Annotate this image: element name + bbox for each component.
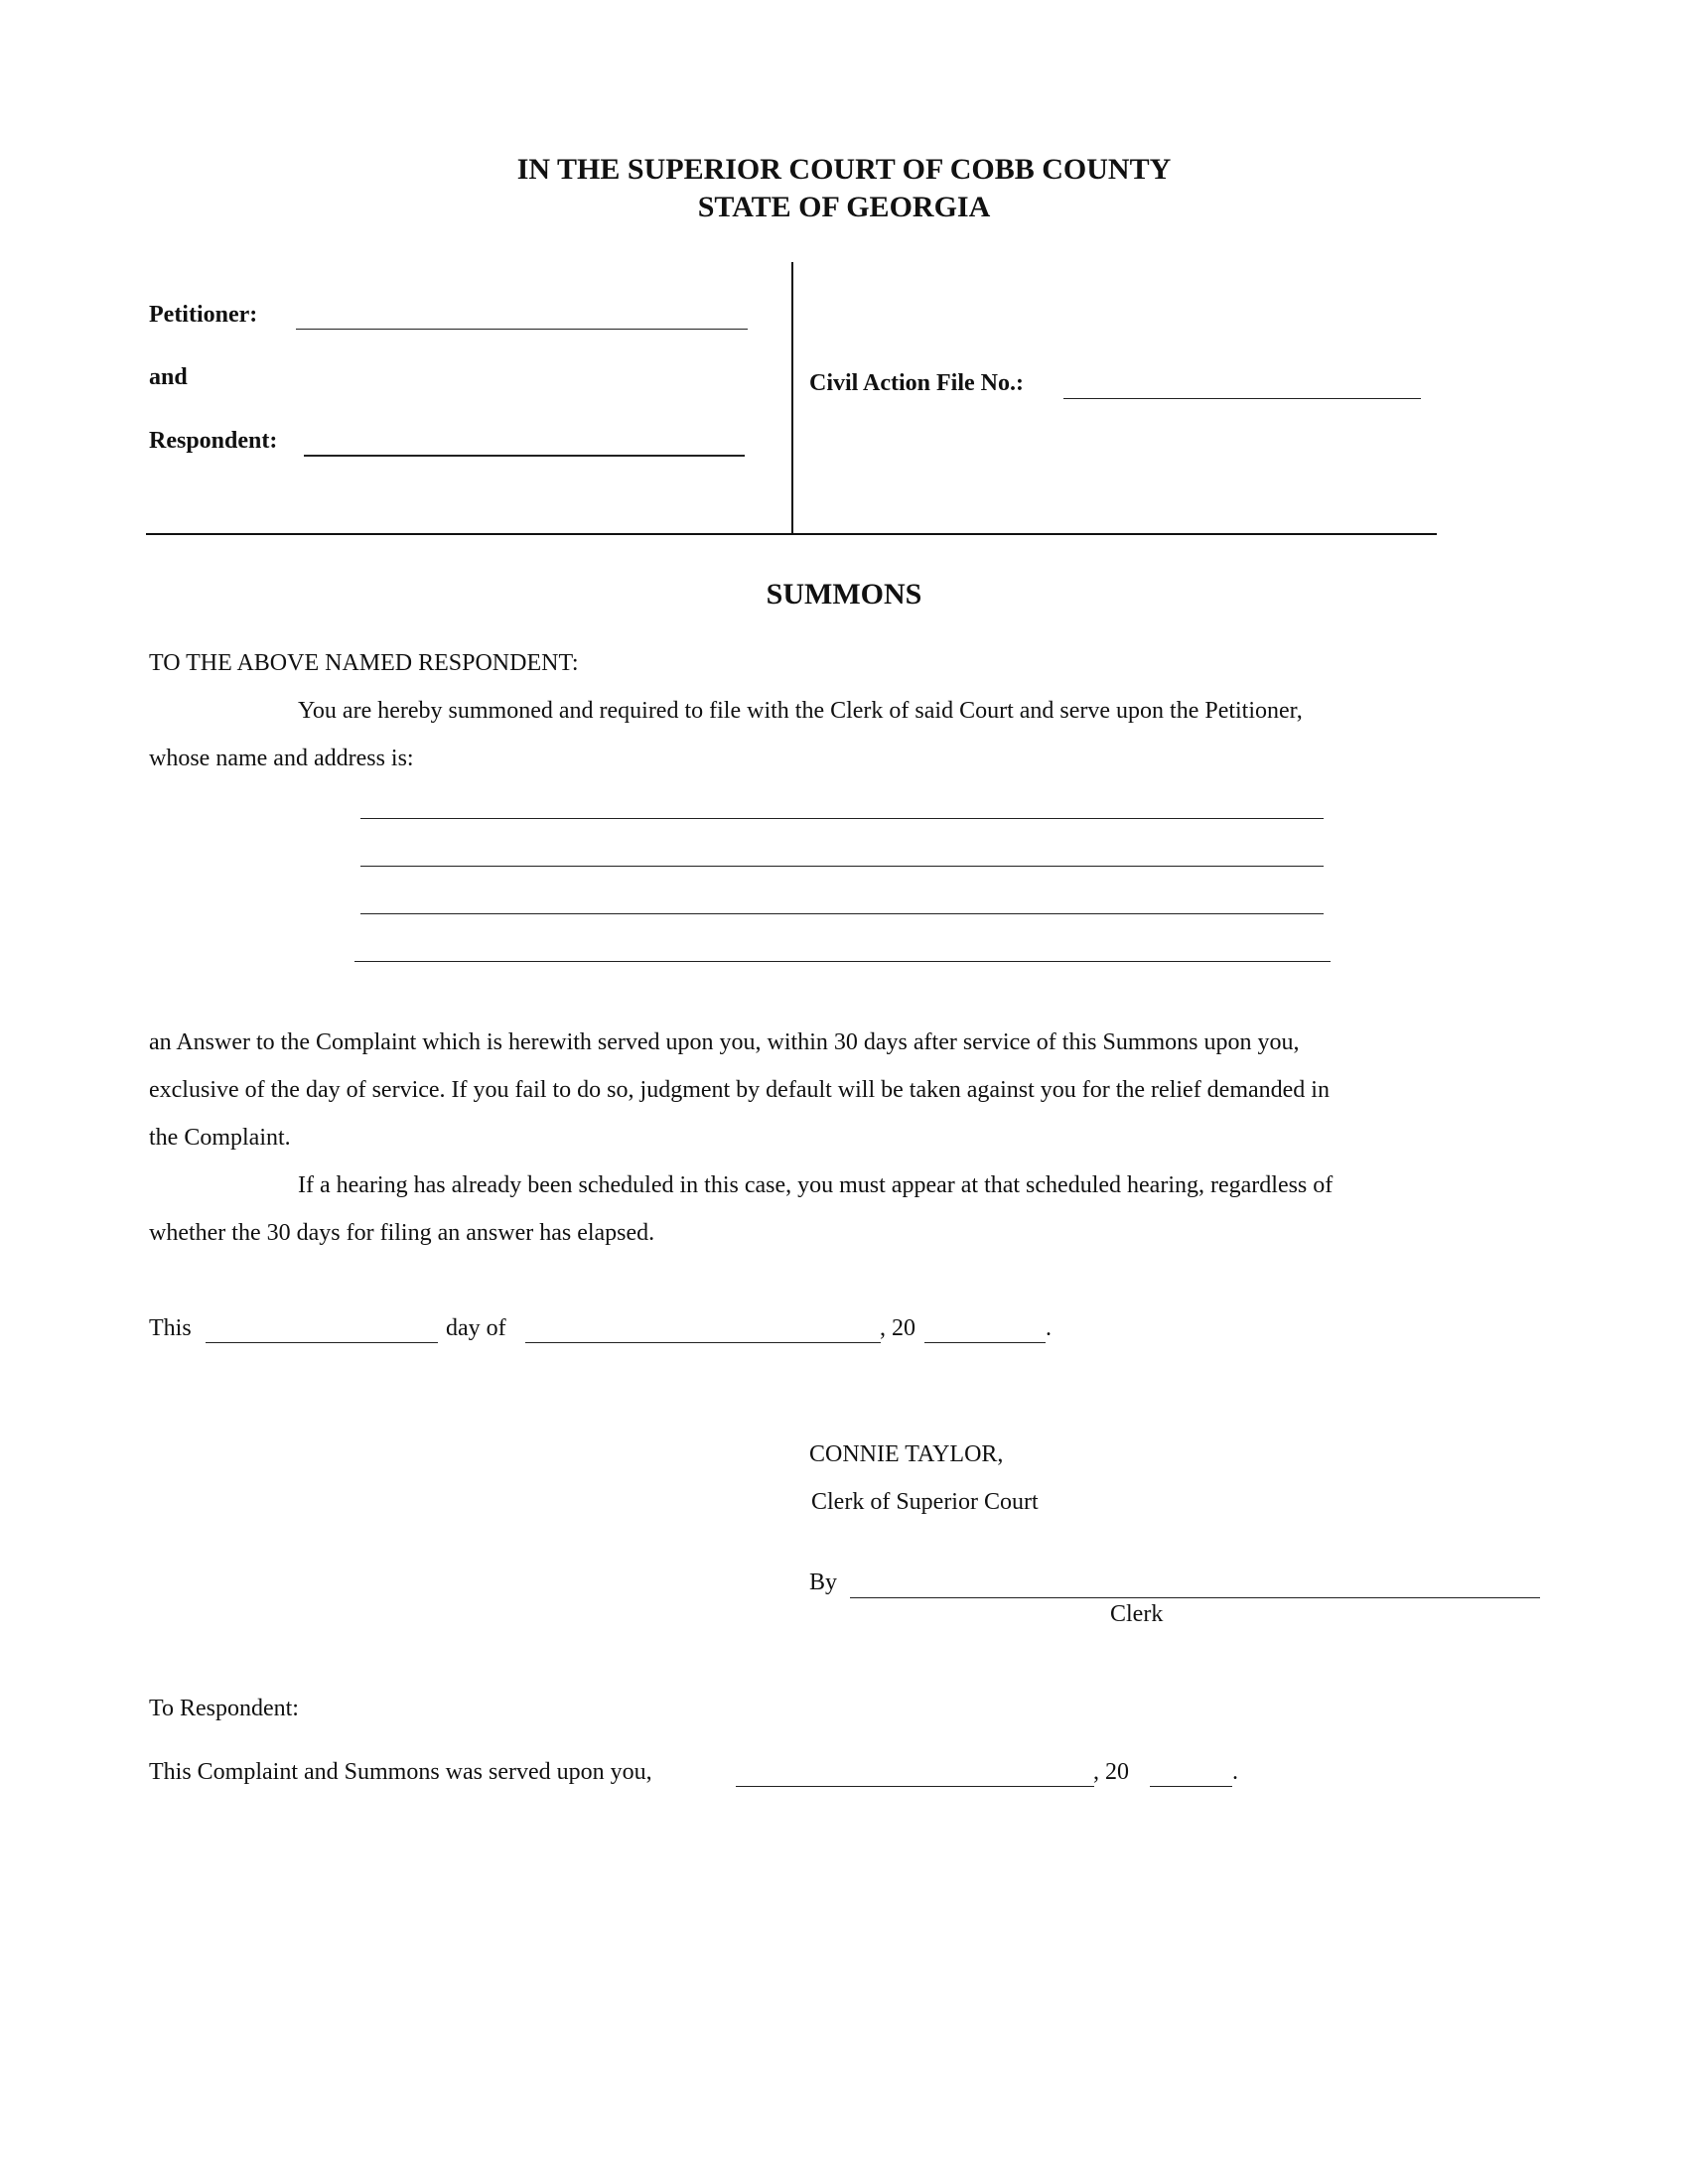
respondent-label: Respondent: — [149, 428, 278, 454]
summons-title: SUMMONS — [766, 578, 922, 611]
civil-action-label: Civil Action File No.: — [809, 370, 1024, 396]
month-field[interactable] — [525, 1342, 881, 1343]
served-period: . — [1232, 1759, 1238, 1785]
hearing-line-2: whether the 30 days for filing an answer has elapsed. — [149, 1220, 655, 1246]
answer-line-3: the Complaint. — [149, 1125, 291, 1151]
served-year-prefix: , 20 — [1093, 1759, 1129, 1785]
year-field[interactable] — [924, 1342, 1046, 1343]
salutation: TO THE ABOVE NAMED RESPONDENT: — [149, 650, 579, 676]
petitioner-field[interactable] — [296, 329, 748, 330]
petitioner-label: Petitioner: — [149, 302, 258, 328]
caption-bottom-rule — [146, 533, 1437, 535]
by-label: By — [809, 1570, 838, 1595]
caption-divider — [791, 262, 793, 535]
day-of-label: day of — [446, 1315, 506, 1341]
date-this-label: This — [149, 1315, 192, 1341]
clerk-name: CONNIE TAYLOR, — [809, 1441, 1004, 1467]
state-title: STATE OF GEORGIA — [697, 191, 991, 223]
answer-line-1: an Answer to the Complaint which is herewith served upon you, within 30 days after service of this Summons upon you, — [149, 1029, 1300, 1055]
day-field[interactable] — [206, 1342, 438, 1343]
court-title: IN THE SUPERIOR COURT OF COBB COUNTY — [516, 153, 1172, 186]
answer-line-2: exclusive of the day of service. If you fail to do so, judgment by default will be taken against you for the relief demanded in — [149, 1077, 1330, 1103]
address-line[interactable] — [360, 866, 1324, 867]
clerk-title: Clerk of Superior Court — [811, 1489, 1039, 1515]
intro-line-2: whose name and address is: — [149, 746, 414, 771]
to-respondent-label: To Respondent: — [149, 1696, 299, 1721]
year-prefix: , 20 — [880, 1315, 915, 1341]
address-line[interactable] — [354, 961, 1331, 962]
served-year-field[interactable] — [1150, 1786, 1232, 1787]
served-text: This Complaint and Summons was served upon you, — [149, 1759, 652, 1785]
clerk-signature-field[interactable] — [850, 1597, 1540, 1598]
respondent-field[interactable] — [304, 455, 745, 457]
address-line[interactable] — [360, 818, 1324, 819]
intro-line-1: You are hereby summoned and required to file with the Clerk of said Court and serve upon the Petitioner, — [298, 698, 1303, 724]
civil-action-field[interactable] — [1063, 398, 1421, 399]
signature-caption: Clerk — [1110, 1601, 1164, 1627]
address-line[interactable] — [360, 913, 1324, 914]
and-label: and — [149, 364, 188, 390]
date-period: . — [1046, 1315, 1052, 1341]
hearing-line-1: If a hearing has already been scheduled in this case, you must appear at that scheduled hearing, regardless of — [298, 1172, 1334, 1198]
served-date-field[interactable] — [736, 1786, 1094, 1787]
